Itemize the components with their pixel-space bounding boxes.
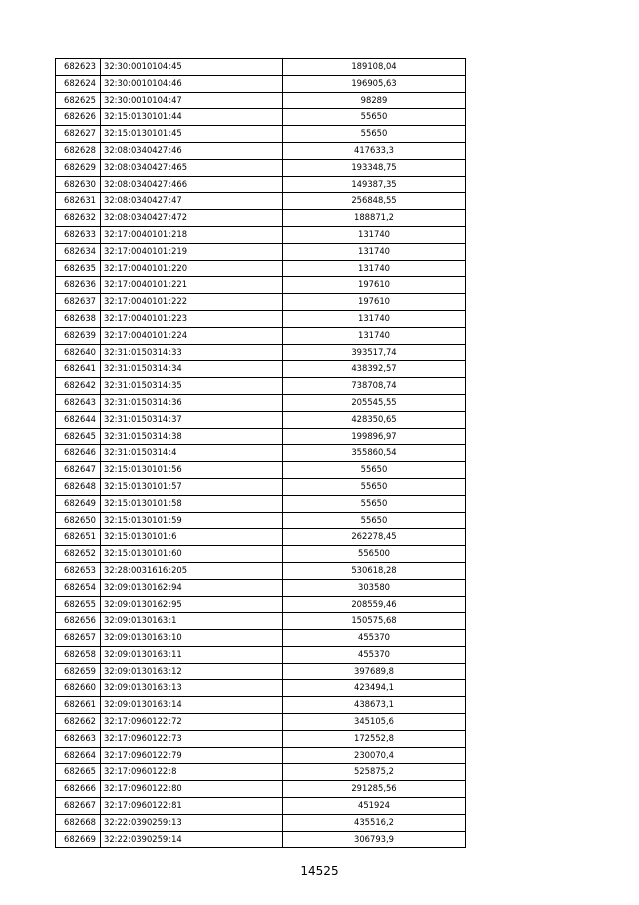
table-row [56, 646, 466, 663]
table-row [56, 730, 466, 747]
value-cell: 291285,56 [283, 781, 466, 798]
cadastral-number-cell: 32:15:0130101:45 [101, 126, 283, 143]
value-cell: 230070,4 [283, 747, 466, 764]
row-id-cell: 682668 [56, 814, 101, 831]
value-cell: 208559,46 [283, 596, 466, 613]
row-id-cell: 682632 [56, 210, 101, 227]
cadastral-number-cell: 32:15:0130101:6 [101, 529, 283, 546]
table-row [56, 562, 466, 579]
cadastral-number-cell: 32:30:0010104:46 [101, 75, 283, 92]
value-cell: 303580 [283, 579, 466, 596]
value-cell: 205545,55 [283, 394, 466, 411]
value-cell: 199896,97 [283, 428, 466, 445]
row-id-cell: 682656 [56, 613, 101, 630]
table-row [56, 243, 466, 260]
value-cell: 197610 [283, 294, 466, 311]
cadastral-number-cell: 32:30:0010104:45 [101, 59, 283, 76]
row-id-cell: 682666 [56, 781, 101, 798]
cadastral-number-cell: 32:17:0960122:81 [101, 798, 283, 815]
row-id-cell: 682629 [56, 159, 101, 176]
value-cell: 256848,55 [283, 193, 466, 210]
row-id-cell: 682669 [56, 831, 101, 848]
value-cell: 55650 [283, 126, 466, 143]
value-cell: 423494,1 [283, 680, 466, 697]
cadastral-number-cell: 32:08:0340427:47 [101, 193, 283, 210]
row-id-cell: 682638 [56, 310, 101, 327]
row-id-cell: 682655 [56, 596, 101, 613]
cadastral-number-cell: 32:15:0130101:44 [101, 109, 283, 126]
row-id-cell: 682651 [56, 529, 101, 546]
row-id-cell: 682647 [56, 462, 101, 479]
row-id-cell: 682630 [56, 176, 101, 193]
table-row [56, 210, 466, 227]
table-row [56, 663, 466, 680]
value-cell: 455370 [283, 646, 466, 663]
data-table [55, 58, 466, 848]
table-row [56, 361, 466, 378]
row-id-cell: 682636 [56, 277, 101, 294]
cadastral-number-cell: 32:30:0010104:47 [101, 92, 283, 109]
cadastral-number-cell: 32:15:0130101:59 [101, 512, 283, 529]
value-cell: 55650 [283, 478, 466, 495]
row-id-cell: 682665 [56, 764, 101, 781]
table-row [56, 193, 466, 210]
table-row [56, 294, 466, 311]
value-cell: 55650 [283, 495, 466, 512]
cadastral-number-cell: 32:31:0150314:34 [101, 361, 283, 378]
table-row [56, 277, 466, 294]
row-id-cell: 682653 [56, 562, 101, 579]
cadastral-number-cell: 32:09:0130163:1 [101, 613, 283, 630]
cadastral-number-cell: 32:09:0130163:12 [101, 663, 283, 680]
row-id-cell: 682662 [56, 714, 101, 731]
value-cell: 131740 [283, 260, 466, 277]
table-row [56, 747, 466, 764]
value-cell: 131740 [283, 310, 466, 327]
value-cell: 131740 [283, 226, 466, 243]
value-cell: 556500 [283, 546, 466, 563]
cadastral-number-cell: 32:28:0031616:205 [101, 562, 283, 579]
table-row [56, 697, 466, 714]
value-cell: 451924 [283, 798, 466, 815]
table-row [56, 226, 466, 243]
table-row [56, 714, 466, 731]
value-cell: 355860,54 [283, 445, 466, 462]
table-row [56, 92, 466, 109]
value-cell: 306793,9 [283, 831, 466, 848]
table-row [56, 310, 466, 327]
cadastral-number-cell: 32:08:0340427:466 [101, 176, 283, 193]
value-cell: 345105,6 [283, 714, 466, 731]
row-id-cell: 682637 [56, 294, 101, 311]
table-row [56, 613, 466, 630]
cadastral-number-cell: 32:08:0340427:46 [101, 142, 283, 159]
cadastral-number-cell: 32:17:0040101:220 [101, 260, 283, 277]
row-id-cell: 682633 [56, 226, 101, 243]
cadastral-number-cell: 32:17:0960122:73 [101, 730, 283, 747]
row-id-cell: 682627 [56, 126, 101, 143]
row-id-cell: 682641 [56, 361, 101, 378]
value-cell: 435516,2 [283, 814, 466, 831]
cadastral-number-cell: 32:17:0040101:221 [101, 277, 283, 294]
row-id-cell: 682648 [56, 478, 101, 495]
value-cell: 98289 [283, 92, 466, 109]
row-id-cell: 682663 [56, 730, 101, 747]
cadastral-number-cell: 32:08:0340427:465 [101, 159, 283, 176]
table-row [56, 831, 466, 848]
cadastral-number-cell: 32:15:0130101:57 [101, 478, 283, 495]
table-row [56, 579, 466, 596]
row-id-cell: 682658 [56, 646, 101, 663]
table-row [56, 75, 466, 92]
cadastral-number-cell: 32:31:0150314:35 [101, 378, 283, 395]
cadastral-number-cell: 32:17:0960122:79 [101, 747, 283, 764]
value-cell: 530618,28 [283, 562, 466, 579]
value-cell: 393517,74 [283, 344, 466, 361]
table-row [56, 512, 466, 529]
value-cell: 197610 [283, 277, 466, 294]
cadastral-number-cell: 32:09:0130163:13 [101, 680, 283, 697]
value-cell: 438673,1 [283, 697, 466, 714]
table-row [56, 159, 466, 176]
table-row [56, 529, 466, 546]
cadastral-number-cell: 32:15:0130101:56 [101, 462, 283, 479]
row-id-cell: 682649 [56, 495, 101, 512]
cadastral-number-cell: 32:31:0150314:38 [101, 428, 283, 445]
page-number: 14525 [300, 864, 339, 878]
row-id-cell: 682645 [56, 428, 101, 445]
cadastral-number-cell: 32:17:0960122:80 [101, 781, 283, 798]
value-cell: 397689,8 [283, 663, 466, 680]
row-id-cell: 682643 [56, 394, 101, 411]
table-row [56, 126, 466, 143]
table-row [56, 428, 466, 445]
cadastral-number-cell: 32:17:0960122:8 [101, 764, 283, 781]
row-id-cell: 682646 [56, 445, 101, 462]
cadastral-number-cell: 32:31:0150314:37 [101, 411, 283, 428]
cadastral-number-cell: 32:15:0130101:58 [101, 495, 283, 512]
row-id-cell: 682624 [56, 75, 101, 92]
cadastral-number-cell: 32:09:0130162:94 [101, 579, 283, 596]
table-row [56, 798, 466, 815]
row-id-cell: 682625 [56, 92, 101, 109]
row-id-cell: 682652 [56, 546, 101, 563]
cadastral-number-cell: 32:31:0150314:33 [101, 344, 283, 361]
cadastral-number-cell: 32:31:0150314:4 [101, 445, 283, 462]
value-cell: 417633,3 [283, 142, 466, 159]
cadastral-number-cell: 32:15:0130101:60 [101, 546, 283, 563]
table-row [56, 327, 466, 344]
row-id-cell: 682657 [56, 630, 101, 647]
cadastral-number-cell: 32:17:0040101:219 [101, 243, 283, 260]
cadastral-number-cell: 32:17:0040101:224 [101, 327, 283, 344]
table-row [56, 142, 466, 159]
table-row [56, 478, 466, 495]
cadastral-number-cell: 32:31:0150314:36 [101, 394, 283, 411]
cadastral-number-cell: 32:08:0340427:472 [101, 210, 283, 227]
table-row [56, 109, 466, 126]
table-row [56, 445, 466, 462]
table-row [56, 814, 466, 831]
value-cell: 55650 [283, 512, 466, 529]
row-id-cell: 682635 [56, 260, 101, 277]
cadastral-number-cell: 32:09:0130163:11 [101, 646, 283, 663]
value-cell: 131740 [283, 327, 466, 344]
table-row [56, 378, 466, 395]
value-cell: 525875,2 [283, 764, 466, 781]
value-cell: 149387,35 [283, 176, 466, 193]
cadastral-number-cell: 32:22:0390259:14 [101, 831, 283, 848]
value-cell: 262278,45 [283, 529, 466, 546]
value-cell: 193348,75 [283, 159, 466, 176]
value-cell: 438392,57 [283, 361, 466, 378]
table-row [56, 630, 466, 647]
value-cell: 455370 [283, 630, 466, 647]
cadastral-number-cell: 32:09:0130163:14 [101, 697, 283, 714]
cadastral-number-cell: 32:17:0960122:72 [101, 714, 283, 731]
cadastral-number-cell: 32:17:0040101:223 [101, 310, 283, 327]
row-id-cell: 682654 [56, 579, 101, 596]
value-cell: 131740 [283, 243, 466, 260]
value-cell: 738708,74 [283, 378, 466, 395]
value-cell: 55650 [283, 109, 466, 126]
table-body [56, 59, 466, 848]
table-row [56, 176, 466, 193]
value-cell: 428350,65 [283, 411, 466, 428]
table-row [56, 680, 466, 697]
table-row [56, 781, 466, 798]
table-row [56, 344, 466, 361]
row-id-cell: 682639 [56, 327, 101, 344]
table-row [56, 59, 466, 76]
row-id-cell: 682626 [56, 109, 101, 126]
table-row [56, 462, 466, 479]
row-id-cell: 682667 [56, 798, 101, 815]
row-id-cell: 682661 [56, 697, 101, 714]
cadastral-number-cell: 32:17:0040101:222 [101, 294, 283, 311]
table-row [56, 394, 466, 411]
row-id-cell: 682644 [56, 411, 101, 428]
row-id-cell: 682660 [56, 680, 101, 697]
row-id-cell: 682659 [56, 663, 101, 680]
table-row [56, 546, 466, 563]
cadastral-number-cell: 32:09:0130162:95 [101, 596, 283, 613]
value-cell: 55650 [283, 462, 466, 479]
row-id-cell: 682650 [56, 512, 101, 529]
table-row [56, 596, 466, 613]
row-id-cell: 682640 [56, 344, 101, 361]
cadastral-number-cell: 32:22:0390259:13 [101, 814, 283, 831]
cadastral-number-cell: 32:09:0130163:10 [101, 630, 283, 647]
value-cell: 172552,8 [283, 730, 466, 747]
row-id-cell: 682664 [56, 747, 101, 764]
value-cell: 188871,2 [283, 210, 466, 227]
row-id-cell: 682631 [56, 193, 101, 210]
cadastral-number-cell: 32:17:0040101:218 [101, 226, 283, 243]
row-id-cell: 682634 [56, 243, 101, 260]
value-cell: 189108,04 [283, 59, 466, 76]
row-id-cell: 682642 [56, 378, 101, 395]
value-cell: 150575,68 [283, 613, 466, 630]
table-row [56, 411, 466, 428]
table-row [56, 495, 466, 512]
table-row [56, 764, 466, 781]
row-id-cell: 682628 [56, 142, 101, 159]
value-cell: 196905,63 [283, 75, 466, 92]
table-row [56, 260, 466, 277]
row-id-cell: 682623 [56, 59, 101, 76]
